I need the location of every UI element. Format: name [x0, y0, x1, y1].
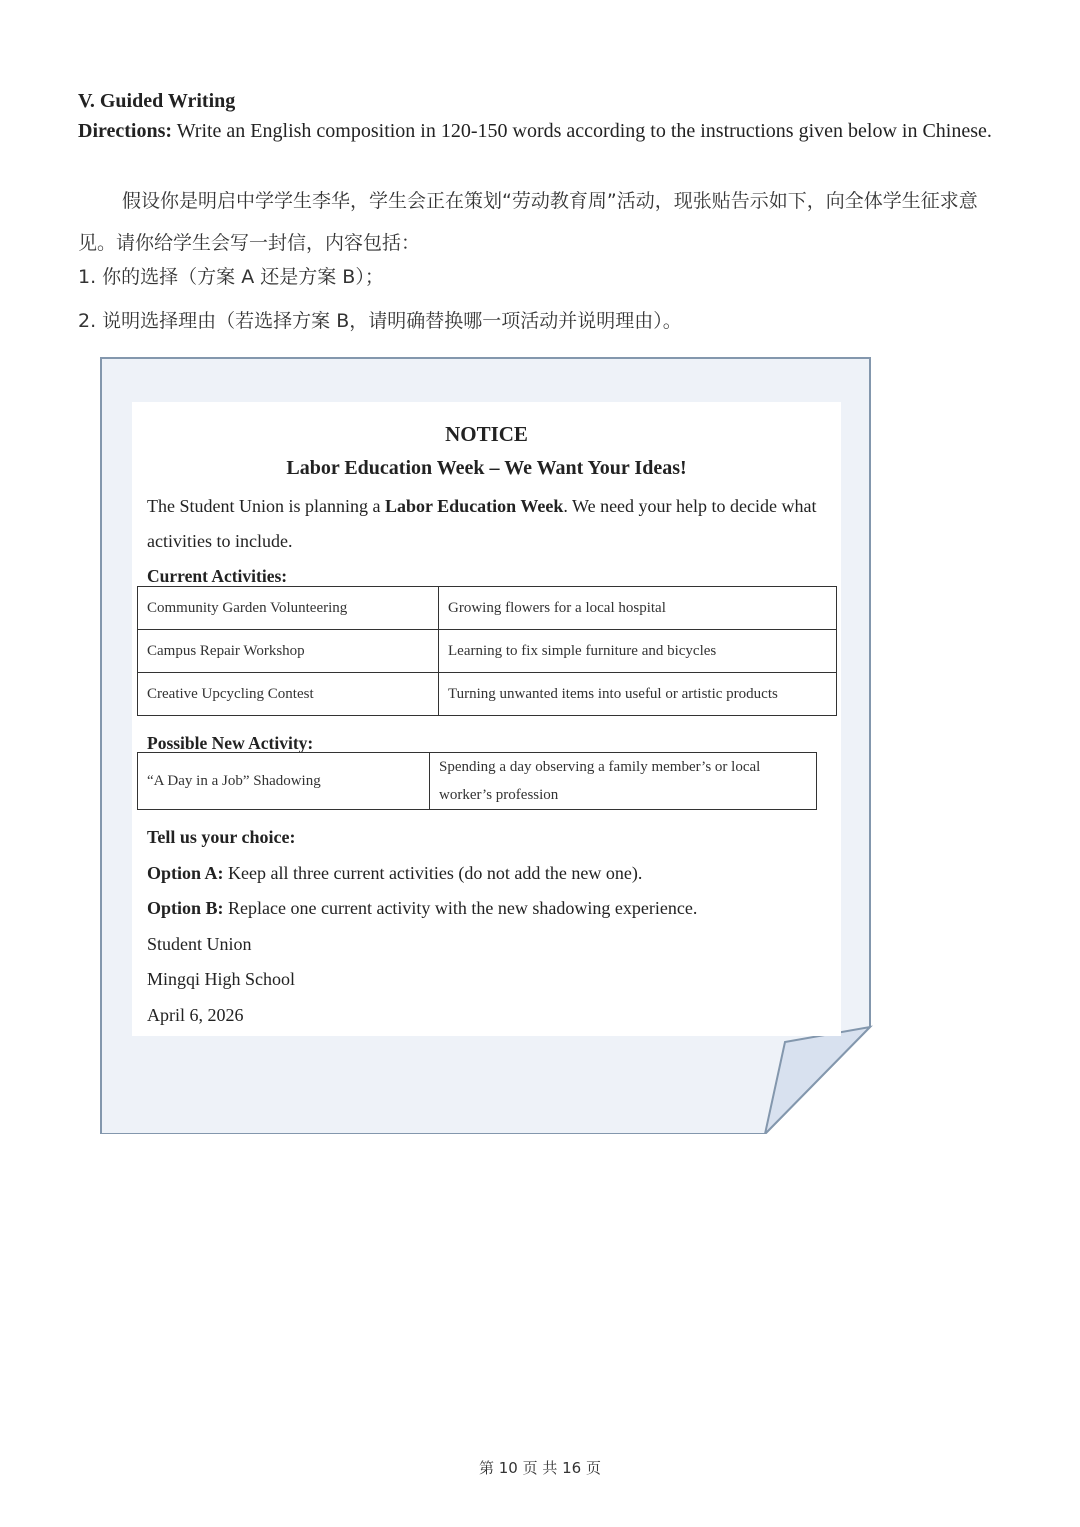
intro-text-2: . We need your help to decide what activities to include. [147, 496, 817, 551]
option-b-text: Replace one current activity with the new shadowing experience. [223, 898, 698, 918]
activity-name: Community Garden Volunteering [138, 587, 439, 630]
new-activity-table [137, 752, 817, 810]
page-footer: 第 10 页 共 16 页 [478, 1459, 601, 1477]
intro-bold: Labor Education Week [384, 496, 564, 516]
directions-label: Directions: [78, 120, 173, 142]
option-b-label: Option B: [147, 898, 224, 918]
table-row [138, 587, 837, 630]
new-activity-label: Possible New Activity: [147, 733, 314, 753]
table-row [138, 753, 817, 810]
option-b [147, 891, 837, 927]
table-row [138, 630, 837, 673]
activity-name: Campus Repair Workshop [138, 630, 439, 673]
activity-desc: Learning to fix simple furniture and bicycles [439, 630, 837, 673]
choice-label: Tell us your choice: [147, 827, 296, 847]
notice-subtitle: Labor Education Week – We Want Your Ideas! [286, 457, 687, 479]
activity-desc: Turning unwanted items into useful or artistic products [439, 673, 837, 716]
notice-paper [132, 402, 841, 1036]
directions-text: Write an English composition in 120-150 words according to the instructions given below in Chinese. [172, 120, 992, 142]
activity-desc: Growing flowers for a local hospital [439, 587, 837, 630]
notice-bottom [147, 820, 837, 1033]
activity-name: “A Day in a Job” Shadowing [138, 753, 430, 810]
option-a-label: Option A: [147, 862, 224, 883]
notice-title: NOTICE [445, 422, 528, 446]
intro-text-1: The Student Union is planning a [147, 496, 385, 516]
chinese-point-2: 2. 说明选择理由（若选择方案 B，请明确替换哪一项活动并说明理由）。 [78, 310, 682, 332]
directions [78, 117, 1008, 145]
notice-intro [147, 489, 837, 559]
activity-name: Creative Upcycling Contest [138, 673, 439, 716]
school-name: Mingqi High School [147, 969, 296, 989]
chinese-point-1: 1. 你的选择（方案 A 还是方案 B）； [78, 266, 384, 288]
activity-desc: Spending a day observing a family member’s or local worker’s profession [430, 753, 817, 810]
section-title: V. Guided Writing [78, 90, 236, 112]
current-activities-table [137, 586, 837, 716]
option-a [147, 856, 837, 892]
option-a-text: Keep all three current activities (do not add the new one). [223, 862, 643, 883]
chinese-intro: 假设你是明启中学学生李华，学生会正在策划“劳动教育周”活动，现张贴告示如下，向全体学生征求意见。请你给学生会写一封信，内容包括： [78, 190, 978, 254]
table-row [138, 673, 837, 716]
notice-date: April 6, 2026 [147, 1004, 244, 1025]
current-activities-label: Current Activities: [147, 566, 288, 586]
signature: Student Union [147, 933, 252, 954]
